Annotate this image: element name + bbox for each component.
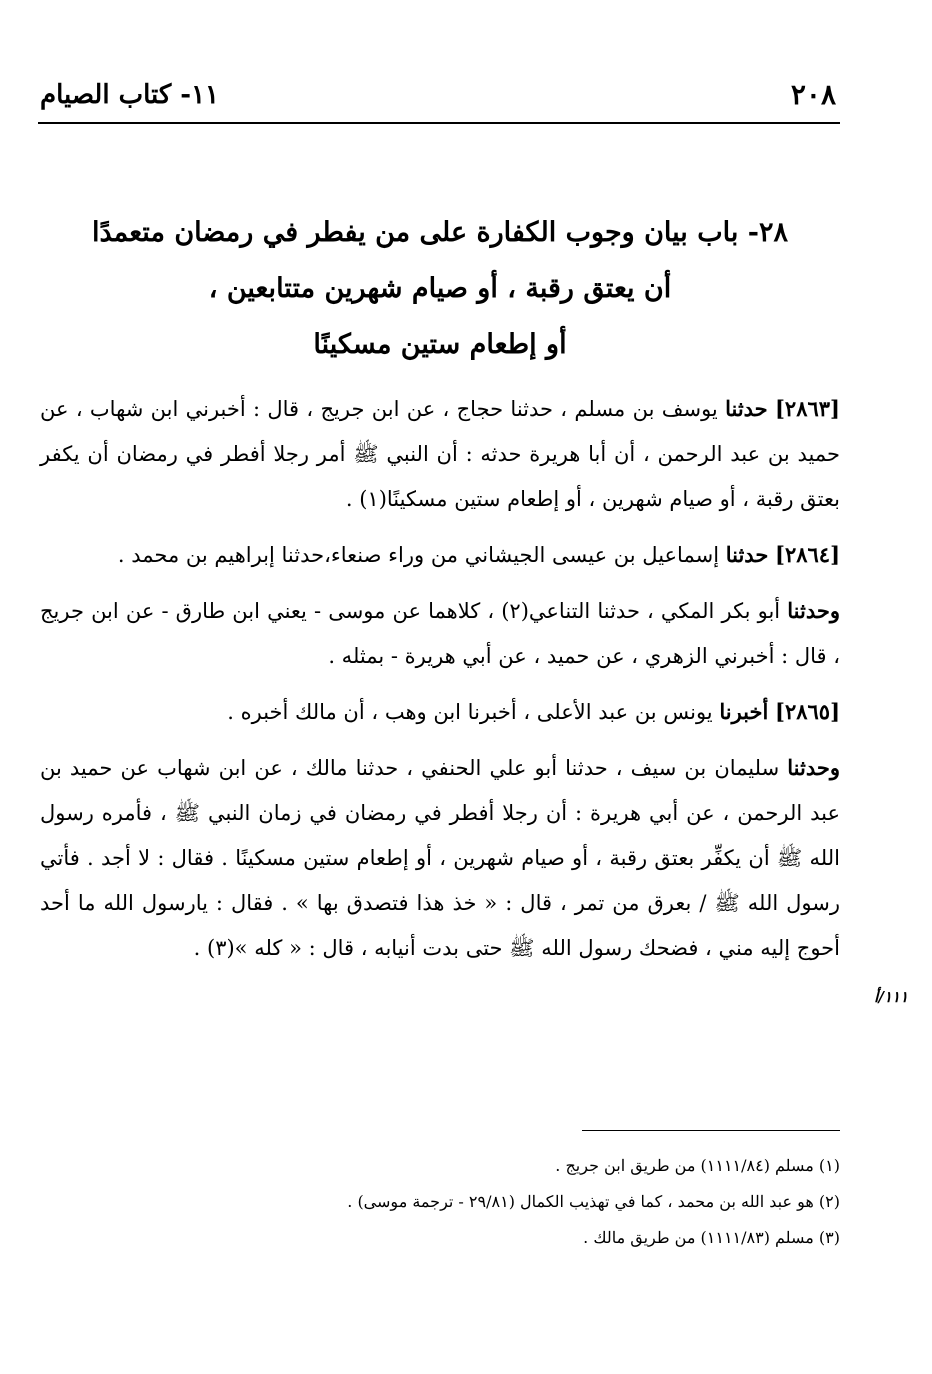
hadith-text: سليمان بن سيف ، حدثنا أبو علي الحنفي ، حدثنا مالك ، عن ابن شهاب عن حميد بن عبد الرحمن ، عن أبي هريرة : أن رجلا أفطر في رمضان في زمان النبي ﷺ ، فأمره رسول الله ﷺ أن يكفِّر بعتق رقبة ، أو صيام شهرين ، أو إطعام ستين مسكينًا . فقال : لا أجد . فأتي رسول الله ﷺ / بعرق من تمر ، قال : « خذ هذا فتصدق بها » . فقال : يارسول الله ما أحد أحوج إليه مني ، فضحك رسول الله ﷺ حتى بدت أنيابه ، قال : « كله »(٣) . [40, 756, 840, 960]
chapter-heading [40, 205, 840, 373]
narration-keyword: حدثنا [725, 542, 769, 567]
hadith-paragraph [40, 745, 840, 971]
narration-keyword: وحدثنا [787, 598, 840, 623]
footnote: (١) مسلم (١١١١/٨٤) من طريق ابن جريج . [555, 1156, 840, 1175]
hadith-body [40, 386, 840, 981]
hadith-text: يوسف بن مسلم ، حدثنا حجاج ، عن ابن جريج ، قال : أخبرني ابن شهاب ، عن حميد بن عبد الرحمن ، أن أبا هريرة حدثه : أن النبي ﷺ أمر رجلا أفطر في رمضان أن يكفر بعتق رقبة ، أو صيام شهرين ، أو إطعام ستين مسكينًا(١) . [40, 397, 840, 511]
page-number: ٢٠٨ [790, 78, 836, 111]
hadith-text: إسماعيل بن عيسى الجيشاني من وراء صنعاء،حدثنا إبراهيم بن محمد . [117, 543, 720, 567]
footnotes [40, 1148, 840, 1256]
footnote: (٣) مسلم (١١١١/٨٣) من طريق مالك . [583, 1228, 840, 1247]
narration-keyword: وحدثنا [787, 755, 840, 780]
hadith-paragraph [40, 689, 840, 735]
hadith-paragraph [40, 386, 840, 522]
chapter-heading-line-2: أن يعتق رقبة ، أو صيام شهرين متتابعين ، [208, 273, 672, 304]
page-header [38, 72, 840, 124]
chapter-heading-line-3: أو إطعام ستين مسكينًا [313, 329, 567, 360]
hadith-paragraph [40, 588, 840, 679]
hadith-paragraph [40, 532, 840, 578]
footnote: (٢) هو عبد الله بن محمد ، كما في تهذيب الكمال (٢٩/٨١ - ترجمة موسى) . [347, 1192, 840, 1211]
hadith-text: يونس بن عبد الأعلى ، أخبرنا ابن وهب ، أن مالك أخبره . [227, 700, 713, 724]
narration-keyword: أخبرنا [719, 699, 769, 724]
hadith-number: [٢٨٦٣] [774, 396, 840, 421]
manuscript-folio-note: ١١١/أ [874, 988, 908, 1006]
book-title: ١١- كتاب الصيام [40, 80, 220, 110]
chapter-heading-line-1: ٢٨- باب بيان وجوب الكفارة على من يفطر في رمضان متعمدًا [92, 217, 788, 248]
hadith-number: [٢٨٦٥] [775, 699, 840, 724]
hadith-text: أبو بكر المكي ، حدثنا التناعي(٢) ، كلاهما عن موسى - يعني ابن طارق - عن ابن جريج ، قال : أخبرني الزهري ، عن حميد ، عن أبي هريرة - بمثله . [40, 599, 840, 668]
hadith-number: [٢٨٦٤] [775, 542, 840, 567]
narration-keyword: حدثنا [725, 396, 768, 421]
footnote-separator [582, 1130, 840, 1131]
